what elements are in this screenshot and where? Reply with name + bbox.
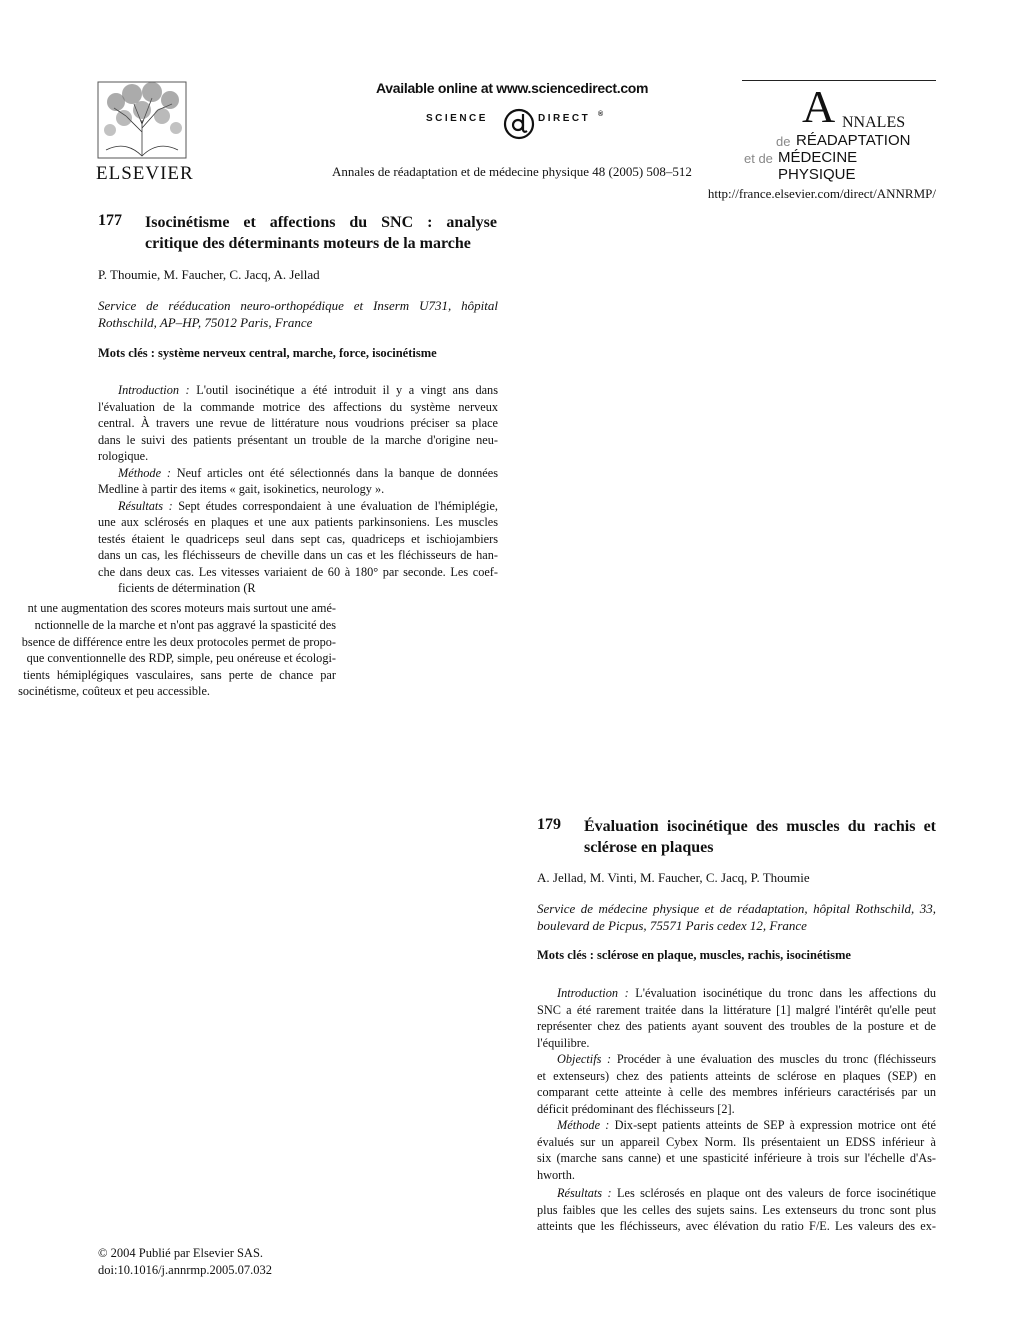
article177-intro-l2: l'évaluation de la commande motrice des affections du système nerveux bbox=[98, 399, 498, 414]
article179-title-line2: sclérose en plaques bbox=[584, 839, 714, 856]
article179-results-label: Résultats : bbox=[557, 1186, 612, 1200]
journal-logo-big-letter: A bbox=[802, 81, 836, 132]
article179-body bbox=[537, 985, 936, 1235]
sciencedirect-logo bbox=[426, 104, 606, 140]
article177-method-line1 bbox=[98, 465, 498, 482]
journal-reference: Annales de réadaptation et de médecine physique 48 (2005) 508–512 bbox=[332, 164, 692, 179]
article177-method-label: Méthode : bbox=[118, 465, 171, 480]
article177-method-l2: Medline à partir des items « gait, isokinetics, neurology ». bbox=[98, 482, 385, 496]
article177-method-l1: Neuf articles ont été sélectionnés dans la banque de données bbox=[170, 465, 498, 480]
article177-results-label: Résultats : bbox=[118, 498, 173, 513]
article177-keywords: Mots clés : système nerveux central, marche, force, isocinétisme bbox=[98, 346, 437, 360]
article179-method-label: Méthode : bbox=[557, 1118, 610, 1132]
article179-method-l2: évalués sur un appareil Cybex Norm. Ils présentaient un EDSS inférieur à bbox=[537, 1134, 936, 1149]
footer bbox=[98, 1245, 272, 1279]
article179-intro-l3: représenter chez des patients ayant souvent des troubles de la posture et de bbox=[537, 1019, 936, 1033]
article179-title-line1: Évaluation isocinétique des muscles du rachis et bbox=[584, 818, 936, 835]
elsevier-logo bbox=[96, 80, 194, 184]
article179-intro-line1 bbox=[537, 985, 936, 1002]
article177-results-l5: che dans deux cas. Les vitesses variaient de 60 à 180° par seconde. Les coef- bbox=[98, 564, 498, 579]
article177-title-line2: critique des déterminants moteurs de la marche bbox=[145, 235, 471, 252]
article179-intro-l2: SNC a été rarement traitée dans la littérature [1] malgré l'intérêt qu'elle peut bbox=[537, 1002, 936, 1017]
journal-logo-line3: MÉDECINE PHYSIQUE bbox=[778, 149, 858, 183]
article179-intro-label: Introduction : bbox=[557, 986, 629, 1000]
article179-method-l4: hworth. bbox=[537, 1167, 575, 1182]
article177-intro-l5: rologique. bbox=[98, 449, 149, 463]
sd-left: SCIENCE bbox=[426, 113, 488, 124]
journal-logo-line1: NNALES bbox=[842, 114, 906, 131]
article177-results-l4: dans un cas, les fléchisseurs de cheville dans un cas et les fléchisseurs de han- bbox=[98, 548, 498, 562]
elsevier-wordmark: ELSEVIER bbox=[96, 163, 194, 184]
article179-intro-l1: L'évaluation isocinétique du tronc dans les affections du bbox=[628, 986, 936, 1000]
article179-intro-l4: l'équilibre. bbox=[537, 1035, 590, 1050]
article179-title bbox=[584, 816, 936, 858]
article179-objectives-line1 bbox=[537, 1051, 936, 1068]
article177-intro-l4: dans le suivi des patients présentant un trouble de la marche d'origine neu- bbox=[98, 432, 498, 447]
article177-body bbox=[98, 382, 498, 597]
article177-affiliation bbox=[98, 297, 498, 331]
article177-results-l6: ficients de détermination (R bbox=[118, 581, 256, 595]
article177-intro-line1 bbox=[98, 382, 498, 399]
article177-intro-l3: central. À travers une revue de littérature nous voudrions préciser sa place bbox=[98, 416, 498, 430]
journal-logo bbox=[742, 80, 936, 183]
copyright: © 2004 Publié par Elsevier SAS. bbox=[98, 1246, 264, 1260]
article179-method-l3: six (marche sans canne) et une spasticité inférieure à trois sur l'échelle d'As- bbox=[537, 1151, 936, 1165]
article177-intro-label: Introduction : bbox=[118, 383, 190, 397]
overflow-fragment bbox=[0, 600, 336, 684]
elsevier-tree-icon bbox=[96, 80, 188, 160]
article179-objectives-l1: Procéder à une évaluation des muscles du tronc (fléchisseurs bbox=[611, 1052, 936, 1066]
article177-title-line1: Isocinétisme et affections du SNC : analyse bbox=[145, 214, 497, 231]
article179-authors: A. Jellad, M. Vinti, M. Faucher, C. Jacq, P. Thoumie bbox=[537, 870, 810, 885]
article177-affiliation-line1: Service de rééducation neuro-orthopédique et Inserm U731, hôpital bbox=[98, 298, 498, 313]
article179-affiliation-line1: Service de médecine physique et de réadaptation, hôpital Rothschild, 33, bbox=[537, 901, 936, 916]
article179-objectives-l3: comparant cette atteinte à celle des membres inférieurs caractérisés par un bbox=[537, 1085, 936, 1099]
article177-affiliation-line2: Rothschild, AP–HP, 75012 Paris, France bbox=[98, 315, 313, 330]
doi[interactable]: doi:10.1016/j.annrmp.2005.07.032 bbox=[98, 1263, 272, 1277]
overflow-l5: tients hémiplégiques vasculaires, sans perte de chance par bbox=[23, 668, 336, 683]
article179-results-l3: atteints que les fléchisseurs, avec élévation du ratio F/E. Les valeurs des ex- bbox=[537, 1219, 936, 1233]
article179-number: 179 bbox=[537, 816, 561, 833]
article179-results-line1 bbox=[537, 1185, 936, 1202]
article179-objectives-l2: et extenseurs) chez des patients atteints de sclérose en plaques (SEP) en bbox=[537, 1068, 936, 1083]
article177-results-l1: Sept études correspondaient à une évaluation de l'hémiplégie, bbox=[172, 498, 498, 513]
journal-logo-line3-small: et de bbox=[744, 151, 773, 166]
article179-results-l2: plus faibles que les celles des sujets sains. Les extenseurs du tronc sont plus bbox=[537, 1202, 936, 1217]
journal-logo-line2: RÉADAPTATION bbox=[796, 132, 911, 149]
overflow-l3: bsence de différence entre les deux protocoles permet de propo- bbox=[21, 634, 336, 649]
article179-objectives-l4: déficit prédominant des fléchisseurs [2]. bbox=[537, 1101, 735, 1116]
article177-number: 177 bbox=[98, 212, 122, 229]
article179-affiliation-line2: boulevard de Picpus, 75571 Paris cedex 12, France bbox=[537, 918, 807, 933]
article179-method-l1: Dix-sept patients atteints de SEP à expression motrice ont été bbox=[609, 1118, 936, 1132]
journal-url[interactable]: http://france.elsevier.com/direct/ANNRMP/ bbox=[707, 186, 936, 201]
overflow-l1: nt une augmentation des scores moteurs mais surtout une amé- bbox=[27, 601, 336, 615]
article177-authors: P. Thoumie, M. Faucher, C. Jacq, A. Jellad bbox=[98, 267, 320, 282]
overflow-l6: socinétisme, coûteux et peu accessible. bbox=[18, 684, 210, 698]
article179-method-line1 bbox=[537, 1117, 936, 1134]
article177-intro-l1: L'outil isocinétique a été introduit il y a vingt ans dans bbox=[189, 383, 498, 397]
article177-results-l2: une aux sclérosés en plaques et une aux patients parkinsoniens. Les muscles bbox=[98, 515, 498, 529]
overflow-l6-wrap bbox=[0, 683, 210, 700]
sd-registered: ® bbox=[598, 111, 604, 118]
overflow-l4: que conventionnelle des RDP, simple, peu onéreuse et écologi- bbox=[26, 651, 336, 666]
article177-results-l3: testés étaient le quadriceps seul dans sept cas, quadriceps et ischiojambiers bbox=[98, 531, 498, 546]
journal-logo-line2-small: de bbox=[776, 134, 791, 149]
article179-affiliation bbox=[537, 900, 936, 934]
overflow-l2: nctionnelle de la marche et n'ont pas aggravé la spasticité des bbox=[34, 617, 336, 632]
article179-results-l1: Les sclérosés en plaque ont des valeurs de force isocinétique bbox=[611, 1186, 936, 1200]
article177-results-line1 bbox=[98, 498, 498, 515]
article177-title bbox=[145, 212, 497, 254]
sd-right: DIRECT bbox=[538, 113, 591, 124]
available-online: Available online at www.sciencedirect.com bbox=[376, 80, 649, 96]
article179-keywords: Mots clés : sclérose en plaque, muscles, rachis, isocinétisme bbox=[537, 948, 851, 962]
article179-objectives-label: Objectifs : bbox=[557, 1052, 612, 1066]
sciencedirect-at-icon bbox=[502, 104, 536, 140]
